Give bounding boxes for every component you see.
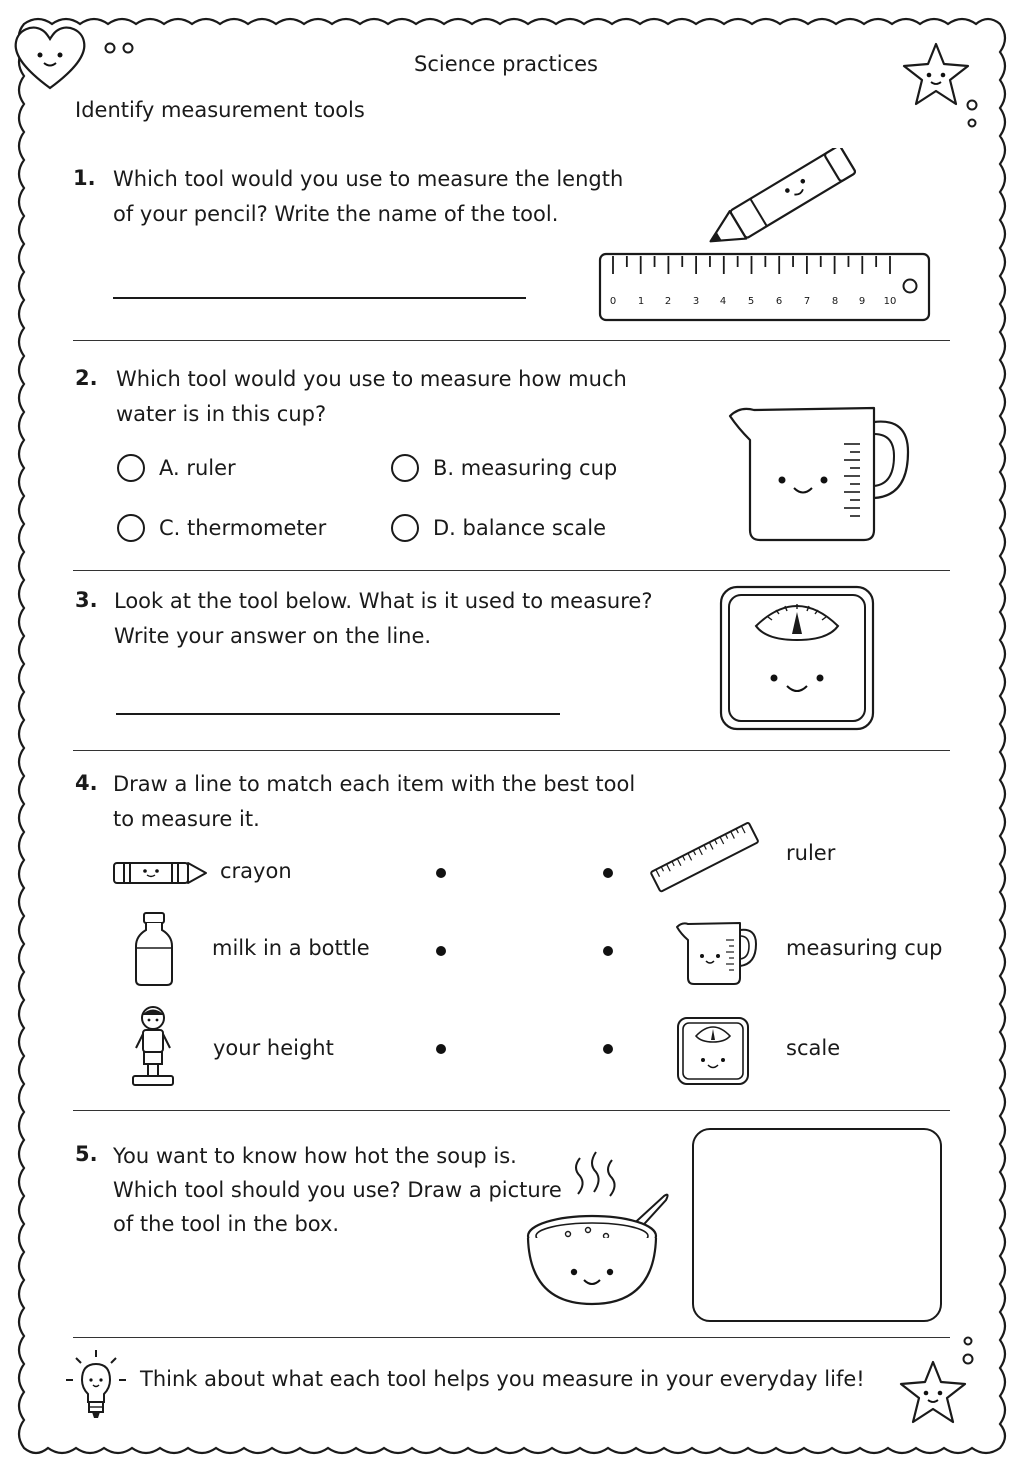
ruler-tick-label: 10 — [883, 296, 897, 307]
ruler-tick-label: 2 — [664, 296, 672, 307]
match-dot-right[interactable] — [603, 946, 613, 956]
match-tool-ruler: ruler — [786, 841, 836, 865]
ruler-tick-label: 4 — [719, 296, 727, 307]
crayon-icon — [112, 860, 208, 886]
worksheet-subtitle: Identify measurement tools — [75, 98, 365, 122]
question-3-text — [114, 584, 652, 654]
ruler-tick-label: 6 — [775, 296, 783, 307]
radio-button[interactable] — [391, 454, 419, 482]
ruler-icon — [646, 818, 764, 898]
footer-tip: Think about what each tool helps you measure in your everyday life! — [140, 1367, 865, 1391]
drawing-box[interactable] — [692, 1128, 942, 1322]
section-divider — [73, 570, 950, 571]
milk-bottle-icon — [132, 910, 176, 988]
question-5-line-3: of the tool in the box. — [113, 1212, 340, 1236]
question-1-line-2: of your pencil? Write the name of the tool. — [113, 202, 559, 226]
ruler-tick-label: 8 — [831, 296, 839, 307]
star-icon — [893, 1358, 973, 1428]
match-dot-left[interactable] — [436, 1044, 446, 1054]
question-2-number: 2. — [75, 366, 98, 390]
question-1-number: 1. — [73, 166, 96, 190]
measuring-cup-icon — [724, 400, 914, 546]
option-c[interactable] — [117, 514, 326, 542]
ruler-tick-label: 3 — [692, 296, 700, 307]
section-divider — [73, 340, 950, 341]
match-dot-right[interactable] — [603, 1044, 613, 1054]
match-item-crayon: crayon — [220, 859, 292, 883]
question-4-number: 4. — [75, 771, 98, 795]
question-5-line-1: You want to know how hot the soup is. — [113, 1144, 517, 1168]
match-dot-right[interactable] — [603, 868, 613, 878]
question-4-text — [113, 767, 635, 837]
bathroom-scale-icon — [718, 584, 876, 732]
question-3-answer-line[interactable] — [116, 713, 560, 715]
option-a-label: A. ruler — [159, 456, 236, 480]
option-a[interactable] — [117, 454, 236, 482]
measuring-cup-icon — [674, 918, 760, 988]
question-5-line-2: Which tool should you use? Draw a picture — [113, 1178, 562, 1202]
section-divider — [73, 1110, 950, 1111]
question-2-line-2: water is in this cup? — [116, 402, 327, 426]
section-divider — [73, 750, 950, 751]
soup-bowl-icon — [524, 1148, 674, 1310]
question-1-text — [113, 162, 623, 232]
ruler-tick-label: 5 — [747, 296, 755, 307]
option-b[interactable] — [391, 454, 617, 482]
match-dot-left[interactable] — [436, 946, 446, 956]
child-on-scale-icon — [128, 1002, 178, 1088]
ruler-tick-label: 1 — [637, 296, 645, 307]
bathroom-scale-icon — [676, 1016, 750, 1086]
match-dot-left[interactable] — [436, 868, 446, 878]
option-c-label: C. thermometer — [159, 516, 327, 540]
option-b-label: B. measuring cup — [433, 456, 618, 480]
lightbulb-icon — [62, 1348, 130, 1424]
ruler-tick-label: 0 — [609, 296, 617, 307]
question-4-line-2: to measure it. — [113, 807, 260, 831]
ruler-tick-label: 9 — [858, 296, 866, 307]
question-3-number: 3. — [75, 588, 98, 612]
question-2-text — [116, 362, 627, 432]
question-5-number: 5. — [75, 1142, 98, 1166]
pencil-icon — [694, 148, 878, 244]
match-tool-measuring-cup: measuring cup — [786, 936, 943, 960]
match-tool-scale: scale — [786, 1036, 841, 1060]
ruler-icon — [598, 252, 932, 322]
question-3-line-2: Write your answer on the line. — [114, 624, 432, 648]
option-d-label: D. balance scale — [433, 516, 606, 540]
radio-button[interactable] — [117, 514, 145, 542]
ruler-tick-label: 7 — [803, 296, 811, 307]
match-item-milk: milk in a bottle — [212, 936, 370, 960]
radio-button[interactable] — [117, 454, 145, 482]
radio-button[interactable] — [391, 514, 419, 542]
section-divider — [73, 1337, 950, 1338]
option-d[interactable] — [391, 514, 606, 542]
question-1-line-1: Which tool would you use to measure the length — [113, 167, 624, 191]
match-item-height: your height — [213, 1036, 334, 1060]
decorative-circles-icon — [960, 96, 984, 132]
question-4-line-1: Draw a line to match each item with the best tool — [113, 772, 636, 796]
page-title: Science practices — [414, 52, 598, 76]
question-5-text — [113, 1139, 562, 1241]
question-1-answer-line[interactable] — [113, 297, 526, 299]
question-3-line-1: Look at the tool below. What is it used to measure? — [114, 589, 653, 613]
question-2-line-1: Which tool would you use to measure how much — [116, 367, 627, 391]
